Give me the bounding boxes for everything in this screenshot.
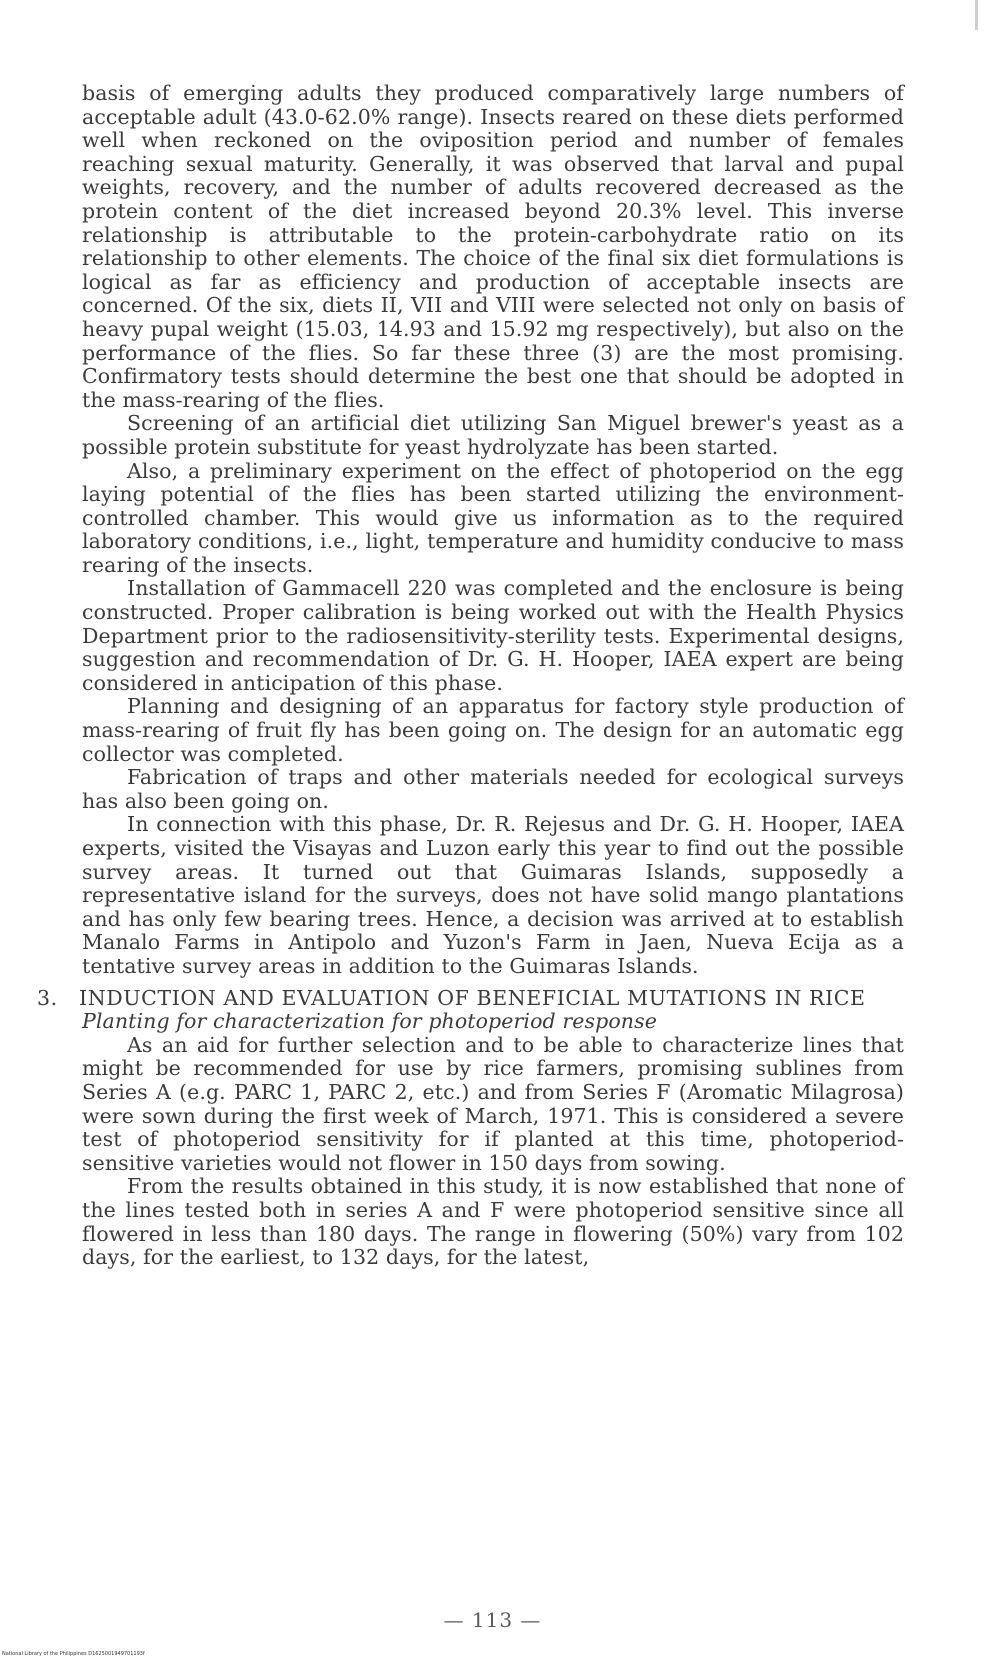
paragraph-results: From the results obtained in this study, it is now established that none of the lines tested both in series A and F were photoperiod sensitive since all flowered in less than 180 days. The range in flowering (50%) vary from 102 days, for the earliest, to 132 days, for the latest, (82, 1174, 904, 1270)
paragraph-gammacell: Installation of Gammacell 220 was completed and the enclosure is being constructed. Proper calibration is being worked out with the Health Physics Department prior to the radiosensitivity-sterility tests. Experimental designs, suggestion and recommendation of Dr. G. H. Hooper, IAEA expert are being considered in anticipation of this phase. (82, 576, 904, 695)
paragraph-apparatus-design: Planning and designing of an apparatus for factory style production of mass-rearing of fruit fly has been going on. The design for an automatic egg collector was completed. (82, 694, 904, 766)
subheading: Planting for characterization for photoperiod response (82, 1009, 657, 1034)
paragraph-continued: basis of emerging adults they produced comparatively large numbers of acceptable adult (43.0-62.0% range). Insects reared on these diets performed well when reckoned on the oviposition period and number of females reaching sexual maturity. Generally, it was observed that larval and pupal weights, recovery, and the number of adults recovered decreased as the protein content of the diet increased beyond 20.3% level. This inverse relationship is attributable to the protein-carbohydrate ratio on its relationship to other elements. The choice of the final six diet formulations is logical as far as efficiency and production of acceptable insects are concerned. Of the six, diets II, VII and VIII were selected not only on basis of heavy pupal weight (15.03, 14.93 and 15.92 mg respectively), but also on the performance of the flies. So far these three (3) are the most promising. Confirmatory tests should determine the best one that should be adopted in the mass-rearing of the flies. (82, 81, 904, 412)
body-text (37, 81, 904, 1270)
paragraph-brewers-yeast: Screening of an artificial diet utilizing San Miguel brewer's yeast as a possible protein substitute for yeast hydrolyzate has been started. (82, 411, 904, 459)
section-heading (37, 987, 904, 1011)
page-number: — 113 — (443, 1608, 542, 1632)
paragraph-characterization: As an aid for further selection and to be able to characterize lines that might be recommended for use by rice farmers, promising sublines from Series A (e.g. PARC 1, PARC 2, etc.) and from Series F (Aromatic Milagrosa) were sown during the first week of March, 1971. This is considered a severe test of photoperiod sensitivity for if planted at this time, photoperiod-sensitive varieties would not flower in 150 days from sowing. (82, 1032, 904, 1175)
paragraph-traps: Fabrication of traps and other materials needed for ecological surveys has also been going on. (82, 765, 904, 813)
paragraph-survey-areas: In connection with this phase, Dr. R. Rejesus and Dr. G. H. Hooper, IAEA experts, visited the Visayas and Luzon early this year to find out the possible survey areas. It turned out that Guimaras Islands, supposedly a representative island for the surveys, does not have solid mango plantations and has only few bearing trees. Hence, a decision was arrived at to establish Manalo Farms in Antipolo and Yuzon's Farm in Jaen, Nueva Ecija as a tentative survey areas in addition to the Guimaras Islands. (82, 812, 904, 978)
scan-edge-mark (975, 0, 978, 30)
section-title: INDUCTION AND EVALUATION OF BENEFICIAL MUTATIONS IN RICE (79, 985, 866, 1010)
paragraph-photoperiod-experiment: Also, a preliminary experiment on the effect of photoperiod on the egg laying potential of the flies has been started utilizing the environment-controlled chamber. This would give us information as to the required laboratory conditions, i.e., light, temperature and humidity conducive to mass rearing of the insects. (82, 458, 904, 577)
footer-stamp: National Library of the Philippines D1625001949701193f (2, 1651, 145, 1657)
section-number: 3. (37, 985, 58, 1010)
